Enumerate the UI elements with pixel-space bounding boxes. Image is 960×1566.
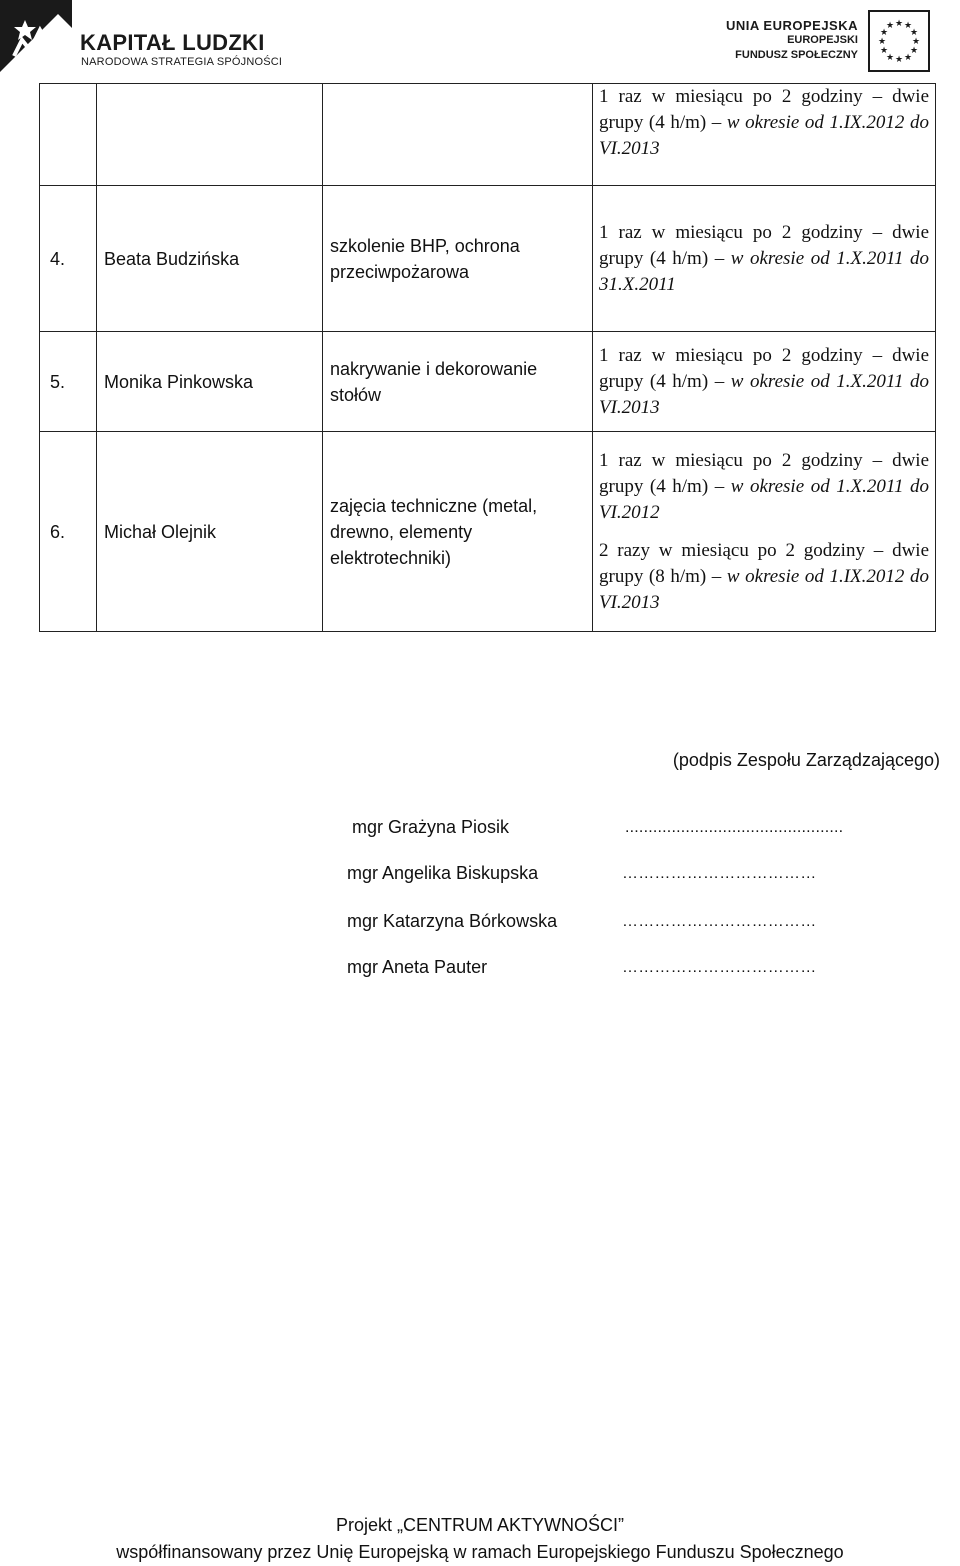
footer-project-name: Projekt „CENTRUM AKTYWNOŚCI” <box>335 1515 625 1535</box>
schedule-period: w okresie od 1.X.2011 do VI.2013 <box>599 370 929 418</box>
eu-logo-line3: FUNDUSZ SPOŁECZNY <box>735 49 858 61</box>
row-number: 5. <box>40 332 97 432</box>
schedule-frequency: 2 razy w miesiącu po 2 godziny – dwie grupy (8 h/m) – <box>599 539 929 587</box>
schedule-frequency: 1 raz w miesiącu po 2 godziny – dwie grupy (4 h/m) – <box>599 86 929 133</box>
row-number: 4. <box>40 186 97 332</box>
svg-text:★: ★ <box>894 55 904 65</box>
class-topic: nakrywanie i dekorowanie stołów <box>323 332 593 432</box>
teacher-name: Michał Olejnik <box>97 432 323 632</box>
row-number: 6. <box>40 432 97 632</box>
table-row <box>40 332 936 432</box>
svg-text:★: ★ <box>903 21 913 31</box>
schedule-period: w okresie od 1.IX.2012 do VI.2013 <box>599 112 929 159</box>
signatory-name: mgr Grażyna Piosik <box>352 817 510 837</box>
schedule-period: w okresie od 1.X.2011 do VI.2012 <box>599 475 929 523</box>
svg-text:★: ★ <box>903 53 913 63</box>
eu-stars-icon <box>870 12 928 70</box>
eu-logo-line1: UNIA EUROPEJSKA <box>726 18 858 33</box>
schedule-cell <box>593 332 936 432</box>
svg-text:★: ★ <box>879 28 889 38</box>
signature-line: ……………………………… <box>622 865 817 882</box>
schedule-cell <box>593 432 936 632</box>
svg-text:★: ★ <box>894 19 904 29</box>
schedule-cell <box>593 84 936 186</box>
footer-cofinancing: współfinansowany przez Unię Europejską w ramach Europejskiego Funduszu Społecznego <box>116 1542 844 1562</box>
svg-text:★: ★ <box>909 28 919 38</box>
schedule-entry <box>599 538 929 616</box>
kapital-ludzki-title: KAPITAŁ LUDZKI <box>80 30 265 55</box>
schedule-cell <box>593 186 936 332</box>
table-row <box>40 432 936 632</box>
schedule-table-body <box>40 84 936 632</box>
signatory-name: mgr Katarzyna Bórkowska <box>347 911 558 931</box>
svg-text:★: ★ <box>877 37 887 47</box>
class-topic: szkolenie BHP, ochrona przeciwpożarowa <box>323 186 593 332</box>
svg-text:★: ★ <box>911 37 921 47</box>
teacher-name: Monika Pinkowska <box>97 332 323 432</box>
svg-text:★: ★ <box>909 46 919 56</box>
svg-text:★: ★ <box>879 46 889 56</box>
schedule-period: w okresie od 1.IX.2012 do VI.2013 <box>599 565 929 613</box>
schedule-entry <box>599 343 929 421</box>
kapital-ludzki-subtitle: NARODOWA STRATEGIA SPÓJNOŚCI <box>81 56 283 68</box>
class-topic <box>323 84 593 186</box>
schedule-frequency: 1 raz w miesiącu po 2 godziny – dwie grupy (4 h/m) – <box>599 344 929 392</box>
kapital-ludzki-logo <box>0 0 290 78</box>
table-row <box>40 84 936 186</box>
svg-text:★: ★ <box>885 21 895 31</box>
signature-line: ……………………………… <box>622 959 817 976</box>
teacher-name: Beata Budzińska <box>97 186 323 332</box>
teacher-name <box>97 84 323 186</box>
schedule-frequency: 1 raz w miesiącu po 2 godziny – dwie grupy (4 h/m) – <box>599 449 929 497</box>
eu-logo-text <box>726 18 858 63</box>
schedule-entry <box>599 220 929 298</box>
signature-caption: (podpis Zespołu Zarządzającego) <box>672 750 940 770</box>
eu-logo-line2: EUROPEJSKI <box>787 34 858 46</box>
schedule-period: w okresie od 1.X.2011 do 31.X.2011 <box>599 247 929 295</box>
class-topic: zajęcia techniczne (metal, drewno, elementy elektrotechniki) <box>323 432 593 632</box>
signatory-name: mgr Aneta Pauter <box>347 957 488 977</box>
signatory-name: mgr Angelika Biskupska <box>347 863 539 883</box>
schedule-entry <box>599 448 929 526</box>
schedule-frequency: 1 raz w miesiącu po 2 godziny – dwie grupy (4 h/m) – <box>599 221 929 269</box>
page-footer <box>0 1512 960 1566</box>
kapital-ludzki-emblem-icon <box>0 0 72 78</box>
schedule-table <box>39 83 936 632</box>
signature-line: ............................................... <box>625 819 844 836</box>
schedule-entry <box>599 84 929 162</box>
table-row <box>40 186 936 332</box>
eu-flag-icon <box>868 10 930 72</box>
signature-line: ……………………………… <box>622 913 817 930</box>
row-number <box>40 84 97 186</box>
svg-text:★: ★ <box>885 53 895 63</box>
